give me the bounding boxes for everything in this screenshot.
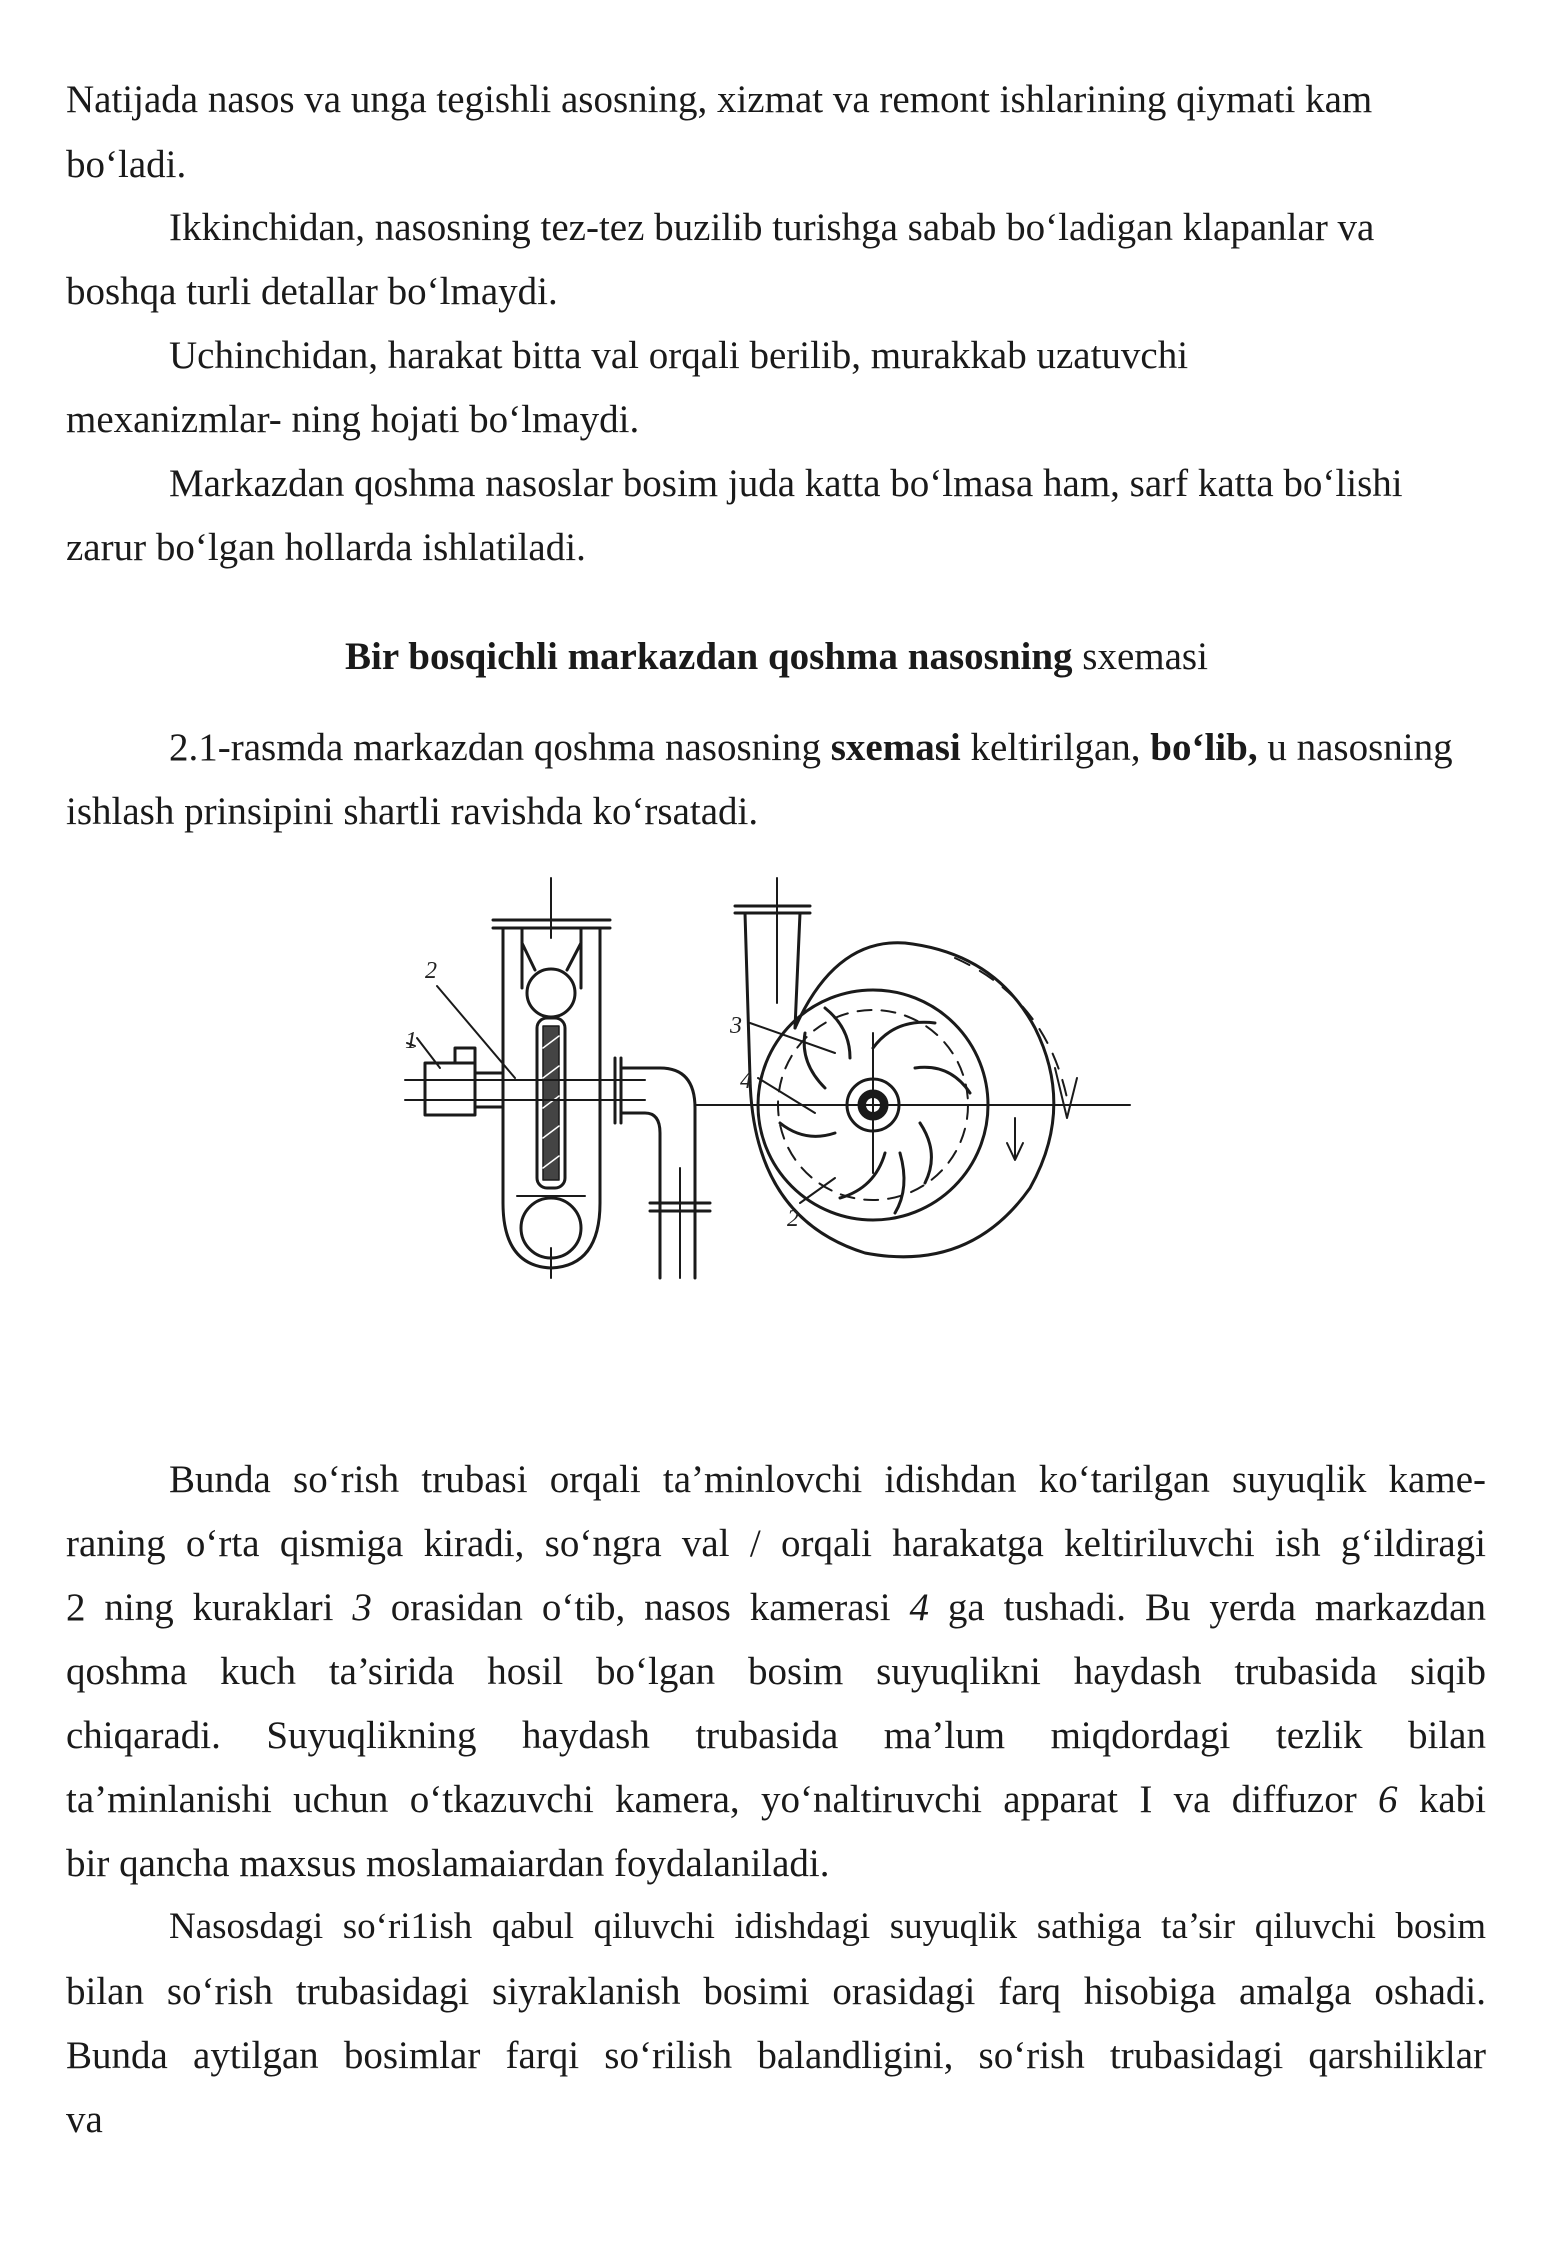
intro-bold: bo‘lib,	[1150, 726, 1258, 769]
intro-text: 2.1-rasmda markazdan qoshma nasosning	[169, 726, 831, 769]
italic-number: 3	[352, 1586, 372, 1629]
intro-line	[169, 728, 1453, 767]
text-span: kabi	[1397, 1778, 1486, 1821]
text-span: ga tushadi. Bu yerda markazdan	[928, 1586, 1486, 1629]
paragraph-line: Ikkinchidan, nasosning tez-tez buzilib turishga sabab bo‘ladigan klapanlar va	[169, 206, 1375, 249]
paragraph-line: mexanizmlar- ning hojati bo‘lmaydi.	[66, 398, 640, 441]
section-heading	[0, 637, 1553, 676]
paragraph-line: bir qancha maxsus moslamaiardan foydalaniladi.	[66, 1842, 830, 1885]
heading-bold: Bir bosqichli markazdan qoshma nasosning	[345, 635, 1073, 678]
paragraph-line: zarur bo‘lgan hollarda ishlatiladi.	[66, 526, 586, 569]
heading-normal: sxemasi	[1072, 635, 1208, 678]
paragraph-line: raning o‘rta qismiga kiradi, so‘ngra val / orqali harakatga keltiriluvchi ish g‘ildiragi	[66, 1522, 1486, 1565]
intro-line: ishlash prinsipini shartli ravishda ko‘rsatadi.	[66, 790, 759, 833]
paragraph-line: bilan so‘rish trubasidagi siyraklanish bosimi orasidagi farq hisobiga amalga oshadi.	[66, 1970, 1486, 2013]
figure-label-3: 3	[730, 1013, 742, 1039]
italic-number: 6	[1378, 1778, 1398, 1821]
paragraph-line: Bunda aytilgan bosimlar farqi so‘rilish balandligini, so‘rish trubasidagi qarshiliklar	[66, 2034, 1486, 2077]
figure-label-4: 4	[740, 1068, 752, 1094]
paragraph-line: chiqaradi. Suyuqlikning haydash trubasida ma’lum miqdordagi tezlik bilan	[66, 1714, 1486, 1757]
paragraph-line: bo‘ladi.	[66, 143, 187, 186]
italic-number: 4	[909, 1586, 929, 1629]
text-span: 2 ning kuraklari	[66, 1586, 353, 1629]
paragraph-line: Uchinchidan, harakat bitta val orqali berilib, murakkab uzatuvchi	[169, 334, 1189, 377]
paragraph-line: va	[66, 2098, 103, 2141]
intro-bold: sxemasi	[830, 726, 961, 769]
text-span: orasidan o‘tib, nasos kamerasi	[371, 1586, 910, 1629]
intro-text: keltirilgan,	[960, 726, 1151, 769]
pump-schematic-drawing	[395, 868, 1175, 1308]
front-volute-view	[695, 878, 1130, 1257]
figure-label-2-left: 2	[425, 958, 437, 984]
side-section-view	[405, 878, 710, 1278]
paragraph-line: Markazdan qoshma nasoslar bosim juda katta bo‘lmasa ham, sarf katta bo‘lishi	[169, 462, 1403, 505]
paragraph-line: qoshma kuch ta’sirida hosil bo‘lgan bosim suyuqlikni haydash trubasida siqib	[66, 1650, 1486, 1693]
paragraph-line	[66, 1588, 1486, 1627]
paragraph-line: Nasosdagi so‘ri1ish qabul qiluvchi idishdagi suyuqlik sathiga ta’sir qiluvchi bosim	[169, 1906, 1486, 1947]
paragraph-line	[66, 1780, 1486, 1819]
paragraph-line: Natijada nasos va unga tegishli asosning, xizmat va remont ishlarining qiymati kam	[66, 78, 1373, 121]
paragraph-line: Bunda so‘rish trubasi orqali ta’minlovchi idishdan ko‘tarilgan suyuqlik kame-	[169, 1458, 1486, 1501]
figure-label-1: 1	[405, 1028, 417, 1054]
text-span: ta’minlanishi uchun o‘tkazuvchi kamera, yo‘naltiruvchi apparat I va diffuzor	[66, 1778, 1379, 1821]
intro-text: u nasosning	[1257, 726, 1453, 769]
figure-label-2-right: 2	[787, 1206, 799, 1232]
paragraph-line: boshqa turli detallar bo‘lmaydi.	[66, 270, 558, 313]
pump-schematic-figure	[395, 868, 1175, 1308]
